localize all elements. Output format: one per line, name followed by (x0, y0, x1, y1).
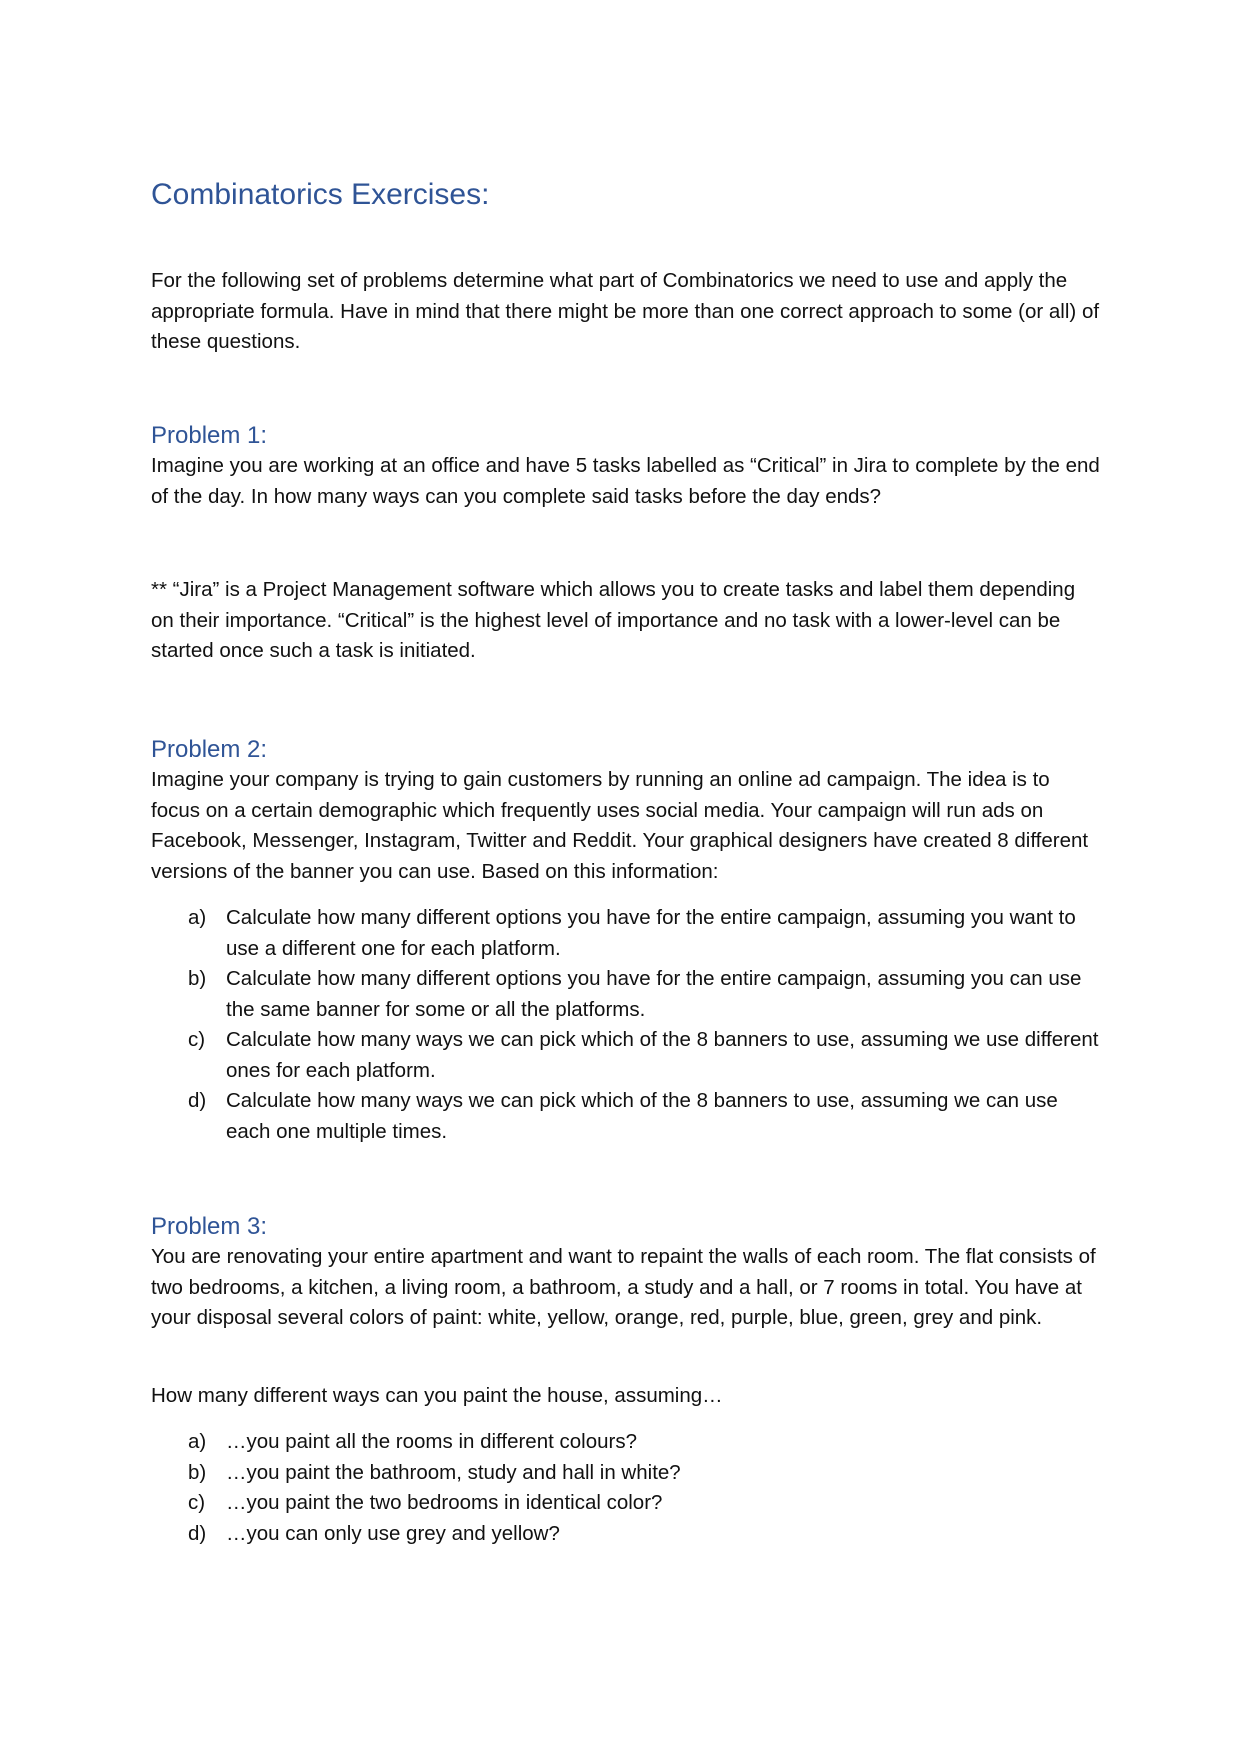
list-item (188, 1086, 1103, 1147)
list-marker: a) (188, 906, 207, 929)
problem-3-heading: Problem 3: (151, 1213, 268, 1240)
problem-1-text: Imagine you are working at an office and have 5 tasks labelled as “Critical” in Jira to complete by the end of the day. In how many ways can you complete said tasks before the day ends? (151, 454, 1100, 508)
problem-1-heading: Problem 1: (151, 422, 268, 449)
list-item (188, 1427, 1103, 1458)
list-marker: b) (188, 1460, 207, 1484)
list-item (188, 903, 1103, 964)
problem-3-list (188, 1427, 1103, 1549)
list-marker: c) (188, 1028, 206, 1051)
problem-2-heading: Problem 2: (151, 736, 268, 763)
problem-2-text: Imagine your company is trying to gain customers by running an online ad campaign. The idea is to focus on a certain demographic which frequently uses social media. Your campaign will run ads on Facebook, Messenger, Instagram, Twitter and Reddit. Your graphical designers have created 8 different versions of the banner you can use. Based on this information: (151, 768, 1089, 883)
list-item-text: Calculate how many ways we can pick which of the 8 banners to use, assuming we use different ones for each platform. (226, 1028, 1099, 1082)
list-item (188, 1519, 1103, 1550)
list-marker: d) (188, 1521, 207, 1545)
intro-paragraph: For the following set of problems determine what part of Combinatorics we need to use and apply the appropriate formula. Have in mind that there might be more than one correct approach to some (or all) of these questions. (151, 269, 1100, 353)
document-title: Combinatorics Exercises: (151, 178, 490, 211)
list-item (188, 1488, 1103, 1519)
list-item-text: Calculate how many ways we can pick which of the 8 banners to use, assuming we can use each one multiple times. (226, 1089, 1058, 1143)
list-item-text: …you can only use grey and yellow? (226, 1521, 560, 1545)
list-item (188, 964, 1103, 1025)
list-item (188, 1025, 1103, 1086)
problem-2-list (188, 903, 1103, 1147)
list-item-text: …you paint the bathroom, study and hall in white? (226, 1460, 681, 1484)
list-item (188, 1458, 1103, 1489)
list-marker: c) (188, 1491, 206, 1514)
list-item-text: …you paint the two bedrooms in identical color? (226, 1491, 663, 1514)
list-marker: a) (188, 1430, 207, 1453)
list-marker: d) (188, 1089, 207, 1112)
problem-3-question: How many different ways can you paint the house, assuming… (151, 1384, 723, 1407)
list-item-text: Calculate how many different options you have for the entire campaign, assuming you want to use a different one for each platform. (226, 906, 1076, 960)
problem-3-text: You are renovating your entire apartment and want to repaint the walls of each room. The flat consists of two bedrooms, a kitchen, a living room, a bathroom, a study and a hall, or 7 rooms in total. You have at your disposal several colors of paint: white, yellow, orange, red, purple, blue, green, grey and pink. (151, 1245, 1096, 1329)
problem-1-note: ** “Jira” is a Project Management software which allows you to create tasks and label them depending on their importance. “Critical” is the highest level of importance and no task with a lower-level can be started once such a task is initiated. (151, 578, 1076, 662)
list-item-text: …you paint all the rooms in different colours? (226, 1430, 637, 1453)
list-marker: b) (188, 967, 207, 990)
list-item-text: Calculate how many different options you have for the entire campaign, assuming you can use the same banner for some or all the platforms. (226, 967, 1082, 1021)
